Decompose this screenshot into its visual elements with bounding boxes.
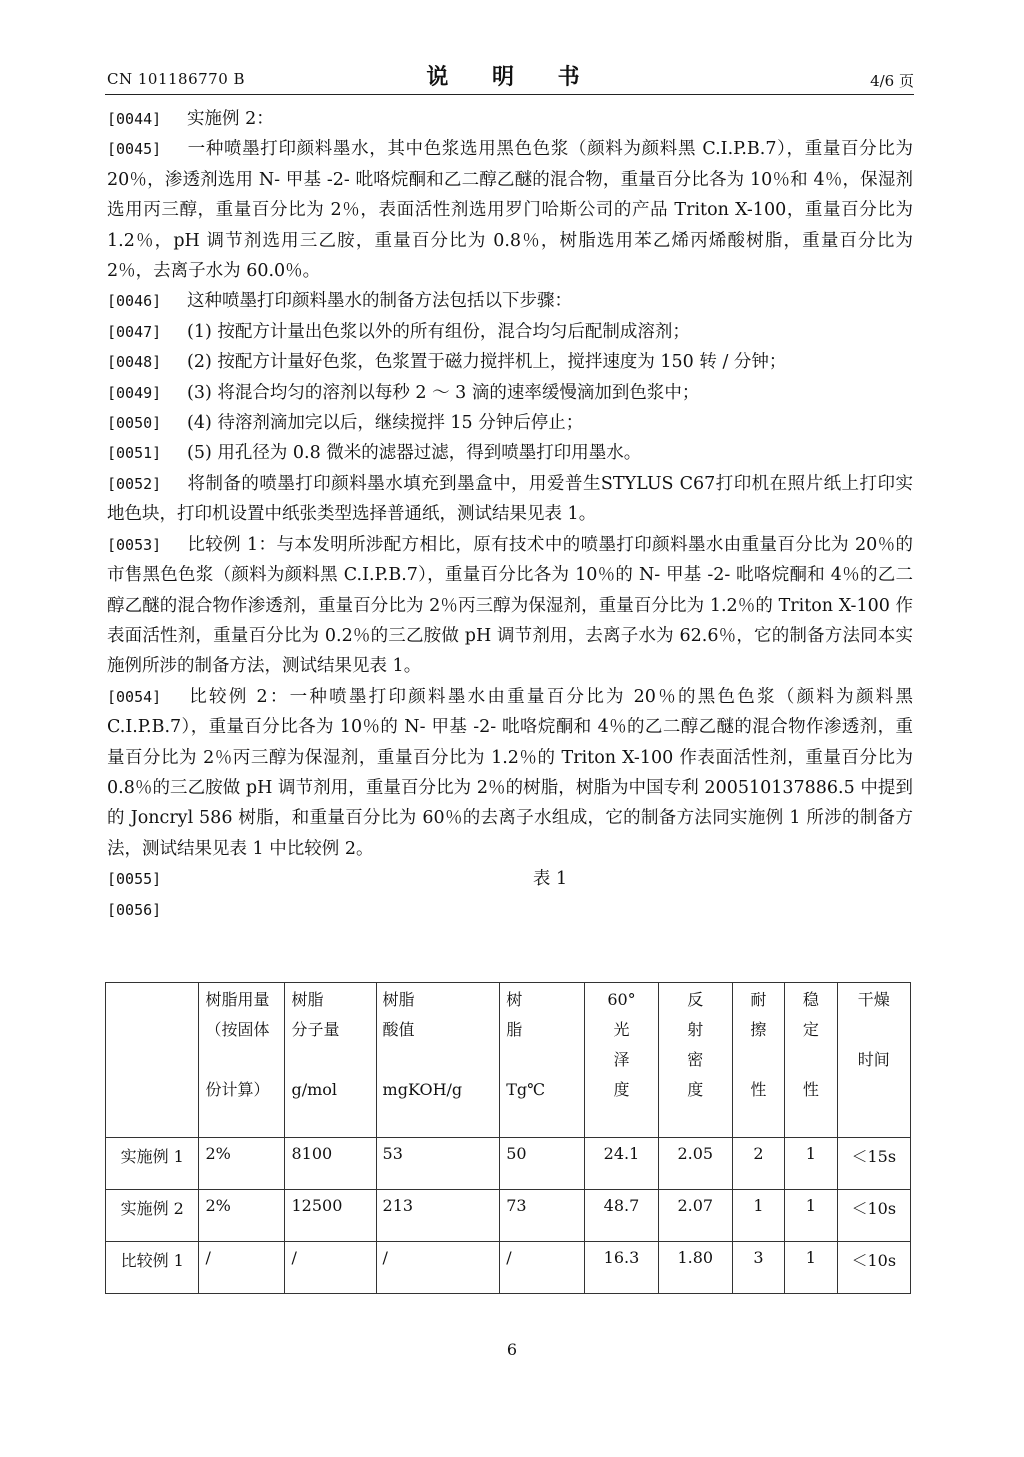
paragraph-number: [0053] [107, 535, 162, 554]
table-header-cell: 树 脂 Tg℃ [500, 983, 585, 1138]
paragraph-number: [0051] [107, 444, 162, 463]
table-cell: 2 [732, 1138, 784, 1190]
table-header-cell: 反 射 密 度 [658, 983, 732, 1138]
table-header-cell: 树脂用量 （按固体 份计算） [199, 983, 285, 1138]
paragraph-text: (4) 待溶剂滴加完以后，继续搅拌 15 分钟后停止； [187, 413, 584, 434]
paragraph-text: (2) 按配方计量好色浆，色浆置于磁力搅拌机上，搅拌速度为 150 转 / 分钟； [187, 352, 787, 373]
paragraph [107, 134, 913, 286]
table-cell: 24.1 [585, 1138, 659, 1190]
header-rule [105, 94, 914, 95]
paragraph-text: 比较例 1：与本发明所涉配方相比，原有技术中的喷墨打印颜料墨水由重量百分比为 20％的市售黑色色浆（颜料为颜料黑 C.I.P.B.7），重量百分比各为 10％的 N- 甲基 -2- 吡咯烷酮和 4％的乙二醇乙醚的混合物作渗透剂，重量百分比为 2％丙三醇为保湿剂，重量百分比为 1.2％的 Triton X-100 作表面活性剂，重量百分比为 0.2％的三乙胺做 pH 调节剂用，去离子水为 62.6％，它的制备方法同本实施例所涉的制备方法，测试结果见表 1。 [107, 534, 913, 677]
table-header-cell: 干燥 时间 [837, 983, 910, 1138]
table-cell: 1 [785, 1138, 837, 1190]
table-header-cell: 树脂 酸值 mgKOH/g [376, 983, 500, 1138]
table-cell: ＜10s [837, 1190, 910, 1242]
table-header-cell [106, 983, 199, 1138]
paragraph [107, 378, 913, 408]
paragraph-number: [0050] [107, 414, 162, 433]
paragraph-text: (5) 用孔径为 0.8 微米的滤器过滤，得到喷墨打印用墨水。 [187, 443, 642, 464]
paragraph-number: [0055] [107, 870, 162, 889]
table-header-row [106, 983, 911, 1138]
paragraph-number: [0048] [107, 353, 162, 372]
paragraph-text: 将制备的喷墨打印颜料墨水填充到墨盒中，用爱普生STYLUS C67打印机在照片纸上打印实地色块，打印机设置中纸张类型选择普通纸，测试结果见表 1。 [107, 473, 913, 525]
table-cell: 2% [199, 1190, 285, 1242]
table-row [106, 1138, 911, 1190]
paragraph-text: (1) 按配方计量出色浆以外的所有组份，混合均匀后配制成溶剂； [187, 321, 690, 342]
table-cell: 8100 [285, 1138, 376, 1190]
paragraph-text: (3) 将混合均匀的溶剂以每秒 2 ～ 3 滴的速率缓慢滴加到色浆中； [187, 382, 700, 403]
table-cell: / [285, 1242, 376, 1294]
table-cell: 48.7 [585, 1190, 659, 1242]
table-cell: / [500, 1242, 585, 1294]
document-title: 说 明 书 [426, 64, 598, 90]
paragraph [107, 438, 913, 468]
paragraph [107, 469, 913, 530]
table-header-cell: 60° 光 泽 度 [585, 983, 659, 1138]
table-cell: 213 [376, 1190, 500, 1242]
paragraph [107, 408, 913, 438]
table-cell: 1 [785, 1190, 837, 1242]
table-caption-line [107, 864, 913, 894]
paragraph-text: 这种喷墨打印颜料墨水的制备方法包括以下步骤： [187, 291, 572, 312]
paragraph-number: [0044] [107, 110, 162, 128]
row-label: 实施例 1 [106, 1138, 199, 1190]
table-header-cell: 耐 擦 性 [732, 983, 784, 1138]
table-cell: 1 [785, 1242, 837, 1294]
table-caption: 表 1 [532, 869, 568, 890]
table-cell: 1.80 [658, 1242, 732, 1294]
paragraph-number: [0049] [107, 383, 162, 402]
table-cell: 2.05 [658, 1138, 732, 1190]
table-header-cell: 树脂 分子量 g/mol [285, 983, 376, 1138]
table-cell: 53 [376, 1138, 500, 1190]
table-cell: / [376, 1242, 500, 1294]
row-label: 比较例 1 [106, 1242, 199, 1294]
paragraph-text: 实施例 2： [187, 109, 274, 129]
paragraph [107, 104, 913, 134]
paragraph [107, 317, 913, 347]
paragraph-number: [0045] [107, 140, 162, 159]
table-cell: ＜10s [837, 1242, 910, 1294]
paragraph-number: [0052] [107, 474, 162, 493]
table-cell: 1 [732, 1190, 784, 1242]
table-cell: / [199, 1242, 285, 1294]
paragraph [107, 530, 913, 682]
table-cell: 50 [500, 1138, 585, 1190]
table-cell: 73 [500, 1190, 585, 1242]
results-table [105, 982, 911, 1294]
table-cell: 2% [199, 1138, 285, 1190]
paragraph [107, 286, 913, 316]
table-row [106, 1242, 911, 1294]
table-cell: 2.07 [658, 1190, 732, 1242]
paragraph [107, 682, 913, 864]
table-cell: 12500 [285, 1190, 376, 1242]
table-row [106, 1190, 911, 1242]
table-header-cell: 稳 定 性 [785, 983, 837, 1138]
paragraph [107, 347, 913, 377]
paragraph-text: 一种喷墨打印颜料墨水，其中色浆选用黑色色浆（颜料为颜料黑 C.I.P.B.7），重量百分比为 20％，渗透剂选用 N- 甲基 -2- 吡咯烷酮和乙二醇乙醚的混合物，重量百分比各为 10％和 4％，保湿剂选用丙三醇，重量百分比为 2％，表面活性剂选用罗门哈斯公司的产品 Triton X-100，重量百分比为 1.2％，pH 调节剂选用三乙胺，重量百分比为 0.8％，树脂选用苯乙烯丙烯酸树脂，重量百分比为 2％，去离子水为 60.0％。 [107, 139, 913, 282]
table-cell: 16.3 [585, 1242, 659, 1294]
paragraph-number: [0047] [107, 322, 162, 341]
paragraph-number: [0054] [107, 687, 162, 706]
patent-number: CN 101186770 B [107, 70, 246, 88]
table-marker-line [107, 895, 913, 925]
table-cell: ＜15s [837, 1138, 910, 1190]
page-number: 6 [506, 1340, 518, 1359]
paragraph-number: [0046] [107, 292, 162, 311]
body-text [107, 104, 913, 925]
table-cell: 3 [732, 1242, 784, 1294]
paragraph-text: 比较例 2：一种喷墨打印颜料墨水由重量百分比为 20％的黑色色浆（颜料为颜料黑 C.I.P.B.7），重量百分比各为 10％的 N- 甲基 -2- 吡咯烷酮和 4％的乙二醇乙醚的混合物作渗透剂，重量百分比为 2％丙三醇为保湿剂，重量百分比为 1.2％的 Triton X-100 作表面活性剂，重量百分比为 0.8％的三乙胺做 pH 调节剂用，重量百分比为 2％的树脂，树脂为中国专利 200510137886.5 中提到的 Joncryl 586 树脂，和重量百分比为 60％的去离子水组成，它的制备方法同实施例 1 所涉的制备方法，测试结果见表 1 中比较例 2。 [107, 686, 913, 859]
row-label: 实施例 2 [106, 1190, 199, 1242]
paragraph-number: [0056] [107, 900, 162, 919]
page-indicator: 4/6 页 [870, 72, 914, 90]
